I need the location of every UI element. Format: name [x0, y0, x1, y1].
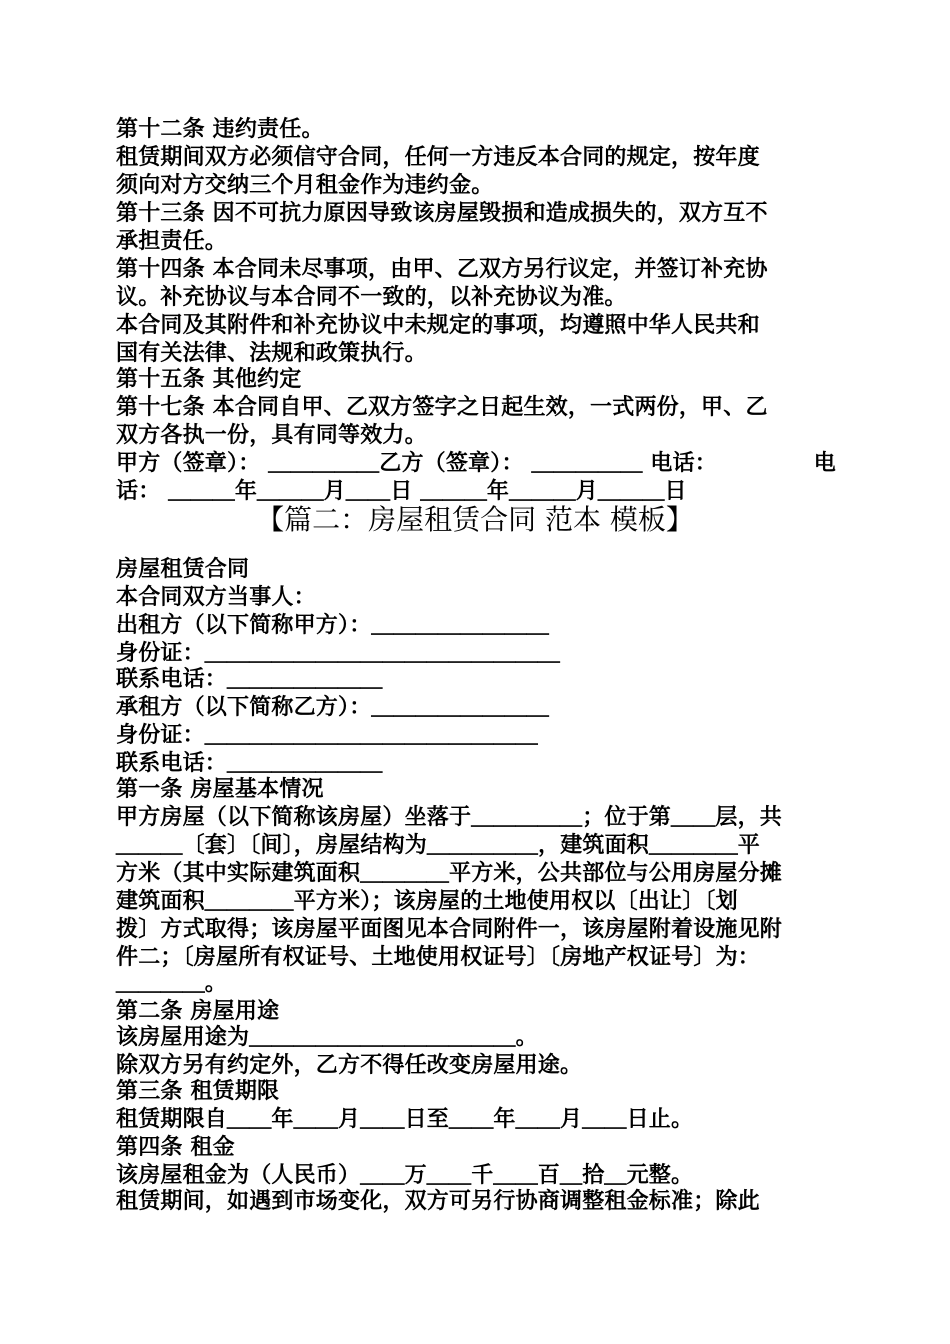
signature-line-2: 话： ＿＿＿年＿＿＿月＿＿日 ＿＿＿年＿＿＿月＿＿＿日 — [116, 479, 687, 504]
signature-line-1-end: 电 — [813, 451, 836, 476]
article-12-title: 第十二条 违约责任。 — [116, 117, 324, 142]
article-12-body-line-1: 租赁期间双方必须信守合同，任何一方违反本合同的规定，按年度 — [116, 145, 760, 170]
article-14-line-2: 议。补充协议与本合同不一致的，以补充协议为准。 — [116, 285, 627, 310]
lessor-id-field: 身份证：＿＿＿＿＿＿＿＿＿＿＿＿＿＿＿＿ — [116, 641, 561, 666]
article-3-line-1: 租赁期限自＿＿年＿＿月＿＿日至＿＿年＿＿月＿＿日止。 — [116, 1107, 694, 1132]
parties-label: 本合同双方当事人： — [116, 585, 316, 610]
article-1-line-6: 件二；〔房屋所有权证号、土地使用权证号〕〔房地产权证号〕为： — [116, 945, 761, 970]
article-1-line-7: ＿＿＿＿。 — [116, 971, 228, 996]
law-clause-line-1: 本合同及其附件和补充协议中未规定的事项，均遵照中华人民共和 — [116, 313, 760, 338]
article-2-line-1: 该房屋用途为＿＿＿＿＿＿＿＿＿＿＿＿。 — [116, 1025, 538, 1050]
article-1-line-1: 甲方房屋（以下简称该房屋）坐落于＿＿＿＿＿；位于第＿＿层，共 — [116, 805, 783, 830]
article-1-line-2: ＿＿＿〔套〕〔间〕，房屋结构为＿＿＿＿＿，建筑面积＿＿＿＿平 — [116, 833, 761, 858]
article-14-line-1: 第十四条 本合同未尽事项，由甲、乙双方另行议定，并签订补充协 — [116, 257, 768, 282]
article-12-body-line-2: 须向对方交纳三个月租金作为违约金。 — [116, 173, 494, 198]
lessee-field: 承租方（以下简称乙方）：＿＿＿＿＿＿＿＿ — [116, 695, 550, 720]
article-1-line-4: 建筑面积＿＿＿＿平方米）；该房屋的土地使用权以〔出让〕〔划 — [116, 889, 738, 914]
article-4-title: 第四条 租金 — [116, 1135, 235, 1160]
signature-line-1 — [116, 450, 836, 478]
article-1-title: 第一条 房屋基本情况 — [116, 777, 324, 802]
section-heading: 【篇二：房屋租赁合同 范本 模板】 — [256, 503, 694, 536]
article-17-line-1: 第十七条 本合同自甲、乙双方签字之日起生效，一式两份，甲、乙 — [116, 395, 768, 420]
article-3-title: 第三条 租赁期限 — [116, 1079, 280, 1104]
contract-title: 房屋租赁合同 — [116, 557, 250, 582]
article-4-line-1: 该房屋租金为（人民币）＿＿万＿＿千＿＿百＿拾＿元整。 — [116, 1163, 694, 1188]
article-1-line-5: 拨〕方式取得；该房屋平面图见本合同附件一，该房屋附着设施见附 — [116, 917, 783, 942]
article-13-line-2: 承担责任。 — [116, 229, 228, 254]
article-2-title: 第二条 房屋用途 — [116, 999, 280, 1024]
lessee-id-field: 身份证：＿＿＿＿＿＿＿＿＿＿＿＿＿＿＿ — [116, 723, 538, 748]
signature-line-1-text: 甲方（签章）： ＿＿＿＿＿乙方（签章）： ＿＿＿＿＿ 电话： — [116, 451, 717, 476]
law-clause-line-2: 国有关法律、法规和政策执行。 — [116, 341, 427, 366]
lessor-field: 出租方（以下简称甲方）：＿＿＿＿＿＿＿＿ — [116, 613, 550, 638]
article-4-line-2: 租赁期间，如遇到市场变化，双方可另行协商调整租金标准；除此 — [116, 1189, 760, 1214]
article-2-line-2: 除双方另有约定外，乙方不得任改变房屋用途。 — [116, 1053, 583, 1078]
lessor-phone-field: 联系电话：＿＿＿＿＿＿＿ — [116, 667, 383, 692]
lessee-phone-field: 联系电话：＿＿＿＿＿＿＿ — [116, 751, 383, 776]
article-17-line-2: 双方各执一份，具有同等效力。 — [116, 423, 427, 448]
article-13-line-1: 第十三条 因不可抗力原因导致该房屋毁损和造成损失的，双方互不 — [116, 201, 768, 226]
article-15-title: 第十五条 其他约定 — [116, 367, 302, 392]
article-1-line-3: 方米（其中实际建筑面积＿＿＿＿平方米，公共部位与公用房屋分摊 — [116, 861, 783, 886]
